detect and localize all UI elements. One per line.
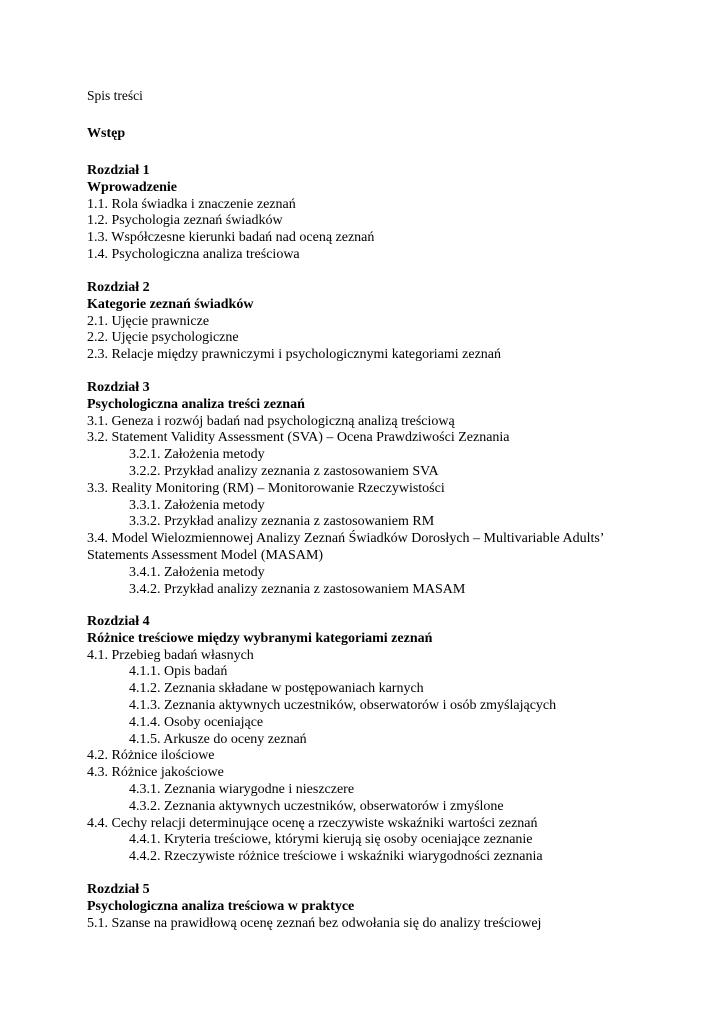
chapter-title: Psychologiczna analiza treści zeznań [87, 396, 305, 412]
chapter-3 [0, 380, 725, 598]
chapter-title: Wprowadzenie [87, 179, 177, 195]
chapter-5 [0, 882, 725, 932]
chapter-label: Rozdział 4 [87, 614, 150, 629]
chapter-label: Rozdział 1 [87, 163, 150, 178]
toc-subentry: 4.3.2. Zeznania aktywnych uczestników, obserwatorów i zmyślone [129, 798, 504, 814]
toc-subentry: 4.3.1. Zeznania wiarygodne i nieszczere [129, 781, 355, 797]
toc-entry: 4.4. Cechy relacji determinujące ocenę a rzeczywiste wskaźniki wartości zeznań [87, 815, 538, 831]
toc-entry: 1.3. Współczesne kierunki badań nad oceną zeznań [87, 230, 375, 246]
toc-entry: 4.2. Różnice ilościowe [87, 748, 215, 764]
toc-entry: 4.3. Różnice jakościowe [87, 765, 224, 781]
chapter-label: Rozdział 2 [87, 280, 150, 295]
toc-subentry: 3.2.2. Przykład analizy zeznania z zastosowaniem SVA [129, 463, 439, 479]
chapter-title: Różnice treściowe między wybranymi kategoriami zeznań [87, 630, 433, 646]
toc-entry: 1.1. Rola świadka i znaczenie zeznań [87, 196, 296, 212]
toc-entry: 1.4. Psychologiczna analiza treściowa [87, 246, 300, 262]
toc-entry: 2.2. Ujęcie psychologiczne [87, 330, 239, 346]
chapter-2 [0, 280, 725, 364]
toc-entry: 4.1. Przebieg badań własnych [87, 647, 254, 663]
toc-subentry: 4.1.4. Osoby oceniające [129, 714, 264, 730]
toc-entry: 2.1. Ujęcie prawnicze [87, 313, 210, 329]
toc-subentry: 3.3.1. Założenia metody [129, 497, 265, 513]
toc-entry: 3.2. Statement Validity Assessment (SVA) – Ocena Prawdziwości Zeznania [87, 430, 510, 446]
toc-subentry: 4.1.3. Zeznania aktywnych uczestników, obserwatorów i osób zmyślających [129, 697, 557, 713]
toc-entry: 2.3. Relacje między prawniczymi i psychologicznymi kategoriami zeznań [87, 347, 502, 363]
toc-subentry: 3.2.1. Założenia metody [129, 447, 265, 463]
toc-entry: 3.4. Model Wielozmiennowej Analizy Zeznań Świadków Dorosłych – Multivariable Adults’ [87, 531, 605, 547]
toc-subentry: 3.3.2. Przykład analizy zeznania z zastosowaniem RM [129, 514, 435, 530]
chapter-title: Kategorie zeznań świadków [87, 296, 254, 312]
chapter-label: Rozdział 3 [87, 380, 150, 395]
chapter-1 [0, 163, 725, 264]
toc-subentry: 4.4.2. Rzeczywiste różnice treściowe i wskaźniki wiarygodności zeznania [129, 849, 543, 865]
toc-intro: Wstęp [87, 126, 126, 141]
toc-subentry: 4.1.1. Opis badań [129, 664, 228, 680]
chapter-title: Psychologiczna analiza treściowa w praktyce [87, 898, 355, 914]
toc-subentry: 4.4.1. Kryteria treściowe, którymi kierują się osoby oceniające zeznanie [129, 832, 533, 848]
toc-entry: 5.1. Szanse na prawidłową ocenę zeznań bez odwołania się do analizy treściowej [87, 915, 542, 931]
toc-entry: 3.3. Reality Monitoring (RM) – Monitorowanie Rzeczywistości [87, 480, 445, 496]
toc-subentry: 4.1.5. Arkusze do oceny zeznań [129, 731, 307, 747]
toc-entry: 3.1. Geneza i rozwój badań nad psychologiczną analizą treściową [87, 413, 455, 429]
toc-entry: 1.2. Psychologia zeznań świadków [87, 213, 283, 229]
chapter-4 [0, 614, 725, 866]
toc-title: Spis treści [87, 88, 143, 103]
toc-subentry: 3.4.2. Przykład analizy zeznania z zastosowaniem MASAM [129, 581, 466, 597]
chapter-label: Rozdział 5 [87, 882, 150, 897]
toc-entry-continuation: Statements Assessment Model (MASAM) [87, 547, 324, 563]
toc-subentry: 3.4.1. Założenia metody [129, 564, 265, 580]
toc-subentry: 4.1.2. Zeznania składane w postępowaniach karnych [129, 681, 424, 697]
